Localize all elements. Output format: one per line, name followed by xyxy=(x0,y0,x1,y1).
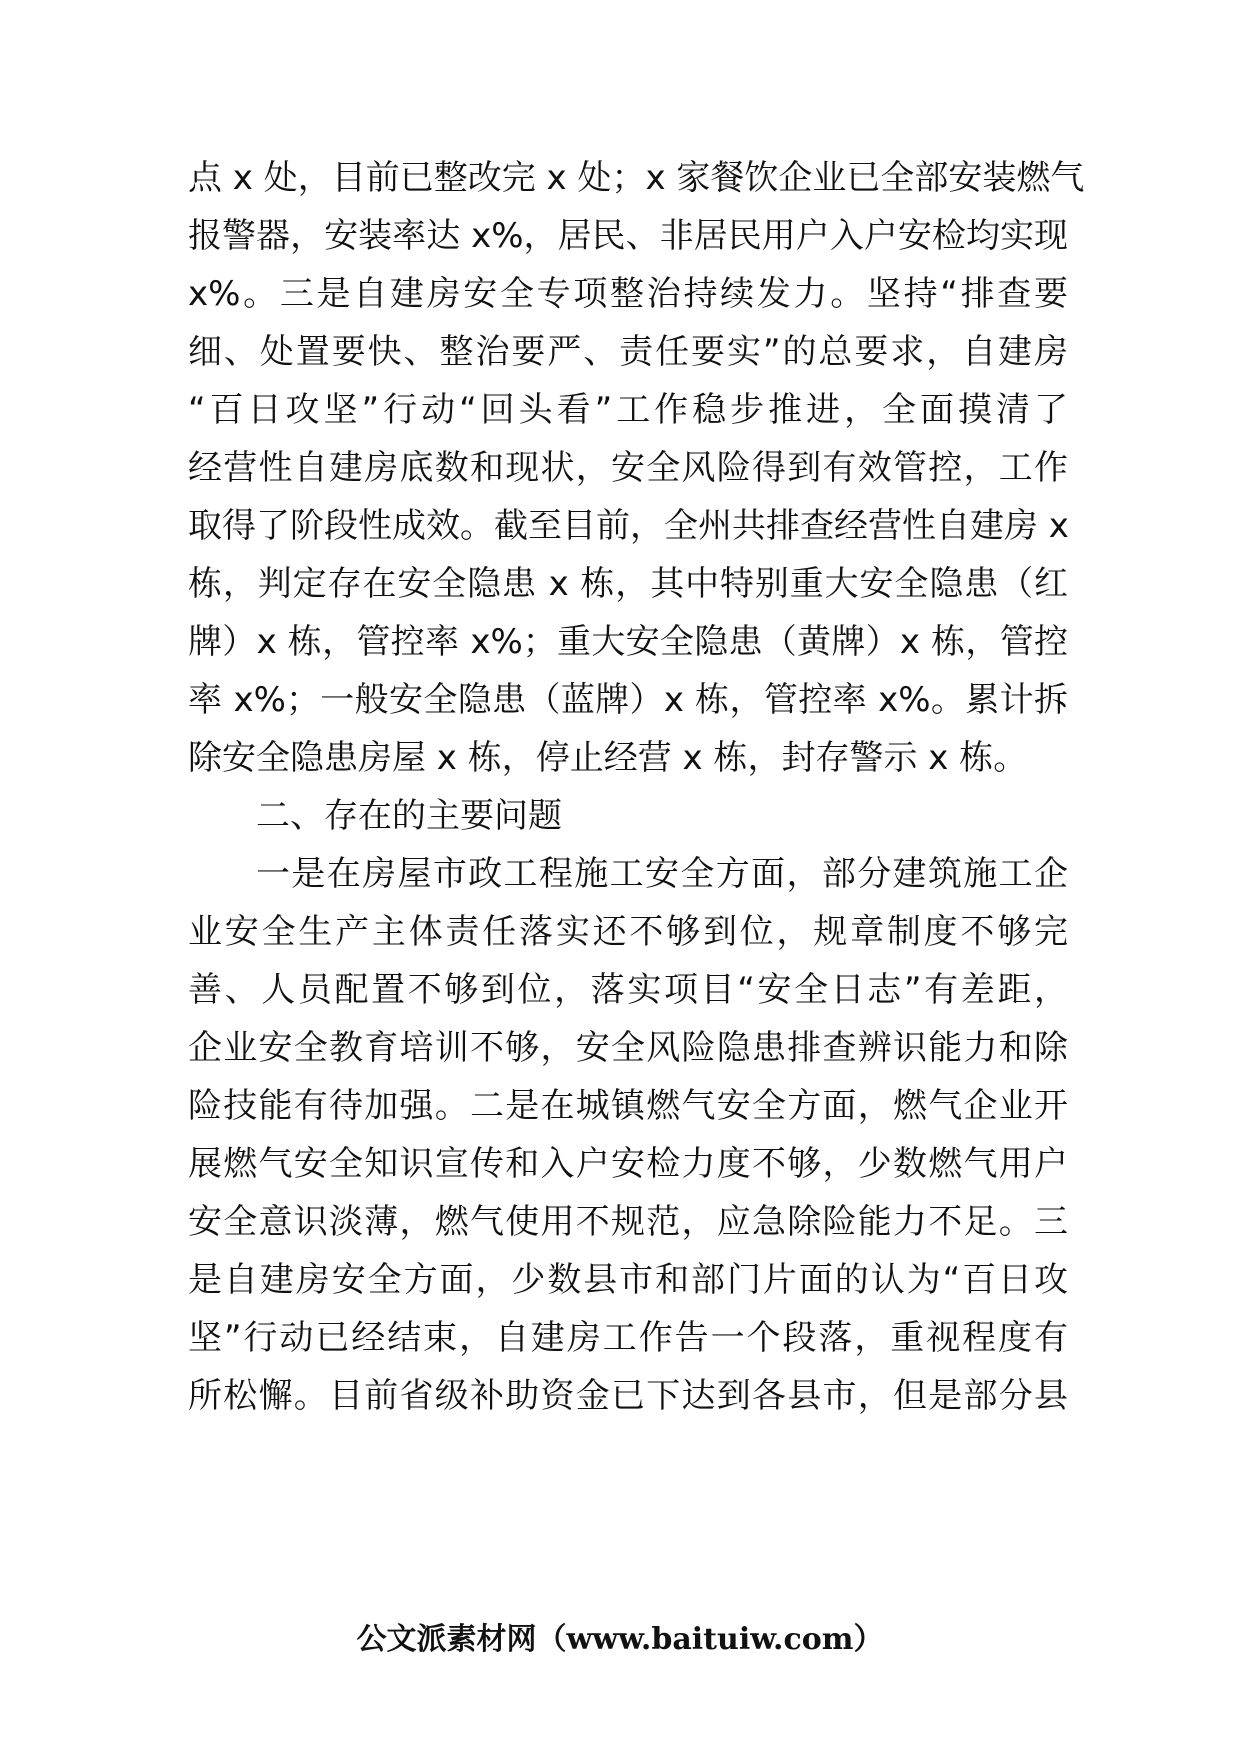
footer-watermark: 公文派素材网（www.baituiw.com） xyxy=(356,1622,884,1657)
text-line: 展燃气安全知识宣传和入户安检力度不够，少数燃气用户 xyxy=(188,1144,1068,1184)
text-line: 经营性自建房底数和现状，安全风险得到有效管控，工作 xyxy=(188,448,1068,488)
text-line: 所松懈。目前省级补助资金已下达到各县市，但是部分县 xyxy=(188,1376,1068,1416)
text-line: 点 x 处，目前已整改完 x 处；x 家餐饮企业已全部安装燃气 xyxy=(188,158,1085,198)
text-line: 一是在房屋市政工程施工安全方面，部分建筑施工企 xyxy=(256,854,1068,894)
text-line: 业安全生产主体责任落实还不够到位，规章制度不够完 xyxy=(188,912,1068,952)
text-line: 牌）x 栋，管控率 x%；重大安全隐患（黄牌）x 栋，管控 xyxy=(188,622,1068,662)
text-line: x%。三是自建房安全专项整治持续发力。坚持“排查要 xyxy=(188,274,1068,314)
text-line: 除安全隐患房屋 x 栋，停止经营 x 栋，封存警示 x 栋。 xyxy=(188,738,1028,778)
text-line: 善、人员配置不够到位，落实项目“安全日志”有差距， xyxy=(188,970,1068,1010)
text-line: 栋，判定存在安全隐患 x 栋，其中特别重大安全隐患（红 xyxy=(188,564,1068,604)
text-line: 率 x%；一般安全隐患（蓝牌）x 栋，管控率 x%。累计拆 xyxy=(188,680,1068,720)
text-line: 是自建房安全方面，少数县市和部门片面的认为“百日攻 xyxy=(188,1260,1068,1300)
text-line: 险技能有待加强。二是在城镇燃气安全方面，燃气企业开 xyxy=(188,1086,1068,1126)
section-heading: 二、存在的主要问题 xyxy=(256,796,562,836)
text-line: 报警器，安装率达 x%，居民、非居民用户入户安检均实现 xyxy=(188,216,1068,256)
text-line: 安全意识淡薄，燃气使用不规范，应急除险能力不足。三 xyxy=(188,1202,1068,1242)
text-line: 坚”行动已经结束，自建房工作告一个段落，重视程度有 xyxy=(188,1318,1068,1358)
text-line: 取得了阶段性成效。截至目前，全州共排查经营性自建房 x xyxy=(188,506,1069,546)
text-line: 企业安全教育培训不够，安全风险隐患排查辨识能力和除 xyxy=(188,1028,1068,1068)
text-line: 细、处置要快、整治要严、责任要实”的总要求，自建房 xyxy=(188,332,1068,372)
text-line: “百日攻坚”行动“回头看”工作稳步推进，全面摸清了 xyxy=(188,390,1068,430)
